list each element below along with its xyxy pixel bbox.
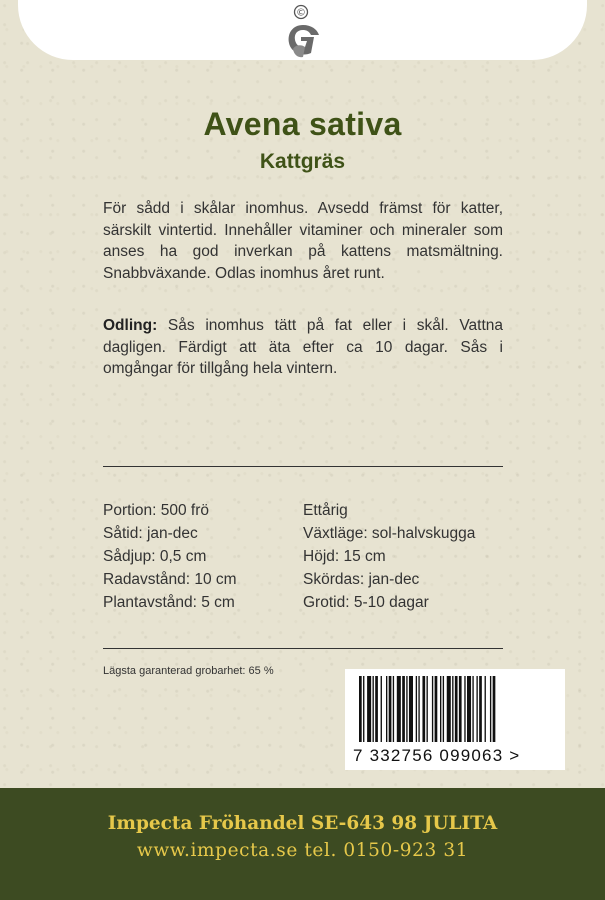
spec-harvest: Skördas: jan-dec: [303, 571, 420, 588]
species-title: Avena sativa: [203, 106, 402, 142]
cultivation-body: Sås inomhus tätt på fat eller i skål. Vattna dagligen. Färdigt att äta efter ca 10 dagar. Sås i omgångar för tillgång hela vintern.: [103, 317, 503, 377]
specs-right-column: [303, 499, 475, 614]
barcode-bar: [422, 676, 425, 742]
barcode-bar: [397, 676, 401, 742]
spec-location: Växtläge: sol-halvskugga: [303, 525, 476, 542]
barcode-bar: [409, 676, 413, 742]
barcode-bar: [440, 676, 441, 742]
barcode-bar: [418, 676, 419, 742]
barcode-bar: [447, 676, 451, 742]
barcode-bar: [452, 676, 453, 742]
cultivation-text: [103, 315, 503, 380]
barcode-bar: [386, 676, 387, 742]
barcode-bar: [427, 676, 428, 742]
barcode-bar: [455, 676, 458, 742]
barcode-bar: [406, 676, 407, 742]
barcode-bar: [389, 676, 392, 742]
common-name: Kattgräs: [259, 150, 346, 173]
cultivation-label: Odling:: [103, 317, 158, 334]
barcode-bar: [432, 676, 433, 742]
barcode-bar: [359, 676, 362, 742]
impecta-logo: [281, 3, 325, 61]
spec-height: Höjd: 15 cm: [303, 548, 386, 565]
barcode-number: 7 332756 099063 >: [353, 746, 521, 765]
divider-top: [103, 466, 503, 467]
barcode: [345, 669, 565, 770]
barcode-bar: [367, 676, 371, 742]
barcode-bar: [435, 676, 438, 742]
barcode-bar: [402, 676, 405, 742]
barcode-bar: [416, 676, 417, 742]
barcode-bar: [464, 676, 465, 742]
barcode-bar: [479, 676, 482, 742]
barcode-bar: [472, 676, 473, 742]
description-text: För sådd i skålar inomhus. Avsedd främst för katter, särskilt vintertid. Innehåller vitaminer och mineraler som anses ha god inverkan på kattens matsmältning. Snabbväxande. Odlas inomhus året runt.: [103, 200, 503, 282]
barcode-bar: [443, 676, 444, 742]
spec-portion: Portion: 500 frö: [103, 502, 209, 519]
footer-company: Impecta Fröhandel SE-643 98 JULITA: [107, 813, 498, 834]
barcode-bar: [459, 676, 462, 742]
spec-plant-spacing: Plantavstånd: 5 cm: [103, 594, 235, 611]
barcode-bar: [375, 676, 378, 742]
barcode-bar: [490, 676, 491, 742]
spec-germination-time: Grotid: 5-10 dagar: [303, 594, 429, 611]
barcode-bar: [381, 676, 382, 742]
barcode-bars: [359, 676, 551, 744]
barcode-bar: [373, 676, 374, 742]
barcode-bar: [476, 676, 477, 742]
spec-sowing-depth: Sådjup: 0,5 cm: [103, 548, 207, 565]
spec-row-spacing: Radavstånd: 10 cm: [103, 571, 237, 588]
barcode-bar: [393, 676, 394, 742]
specs-left-column: [103, 499, 237, 614]
germination-rate: Lägsta garanterad grobarhet: 65 %: [103, 665, 274, 677]
spec-lifecycle: Ettårig: [303, 502, 348, 519]
divider-bottom: [103, 648, 503, 649]
spec-sowing-time: Såtid: jan-dec: [103, 525, 198, 542]
copyright-symbol: ©: [296, 7, 306, 19]
barcode-bar: [363, 676, 364, 742]
barcode-bar: [493, 676, 496, 742]
barcode-bar: [485, 676, 486, 742]
barcode-bar: [467, 676, 471, 742]
footer-contact: www.impecta.se tel. 0150-923 31: [136, 840, 469, 861]
